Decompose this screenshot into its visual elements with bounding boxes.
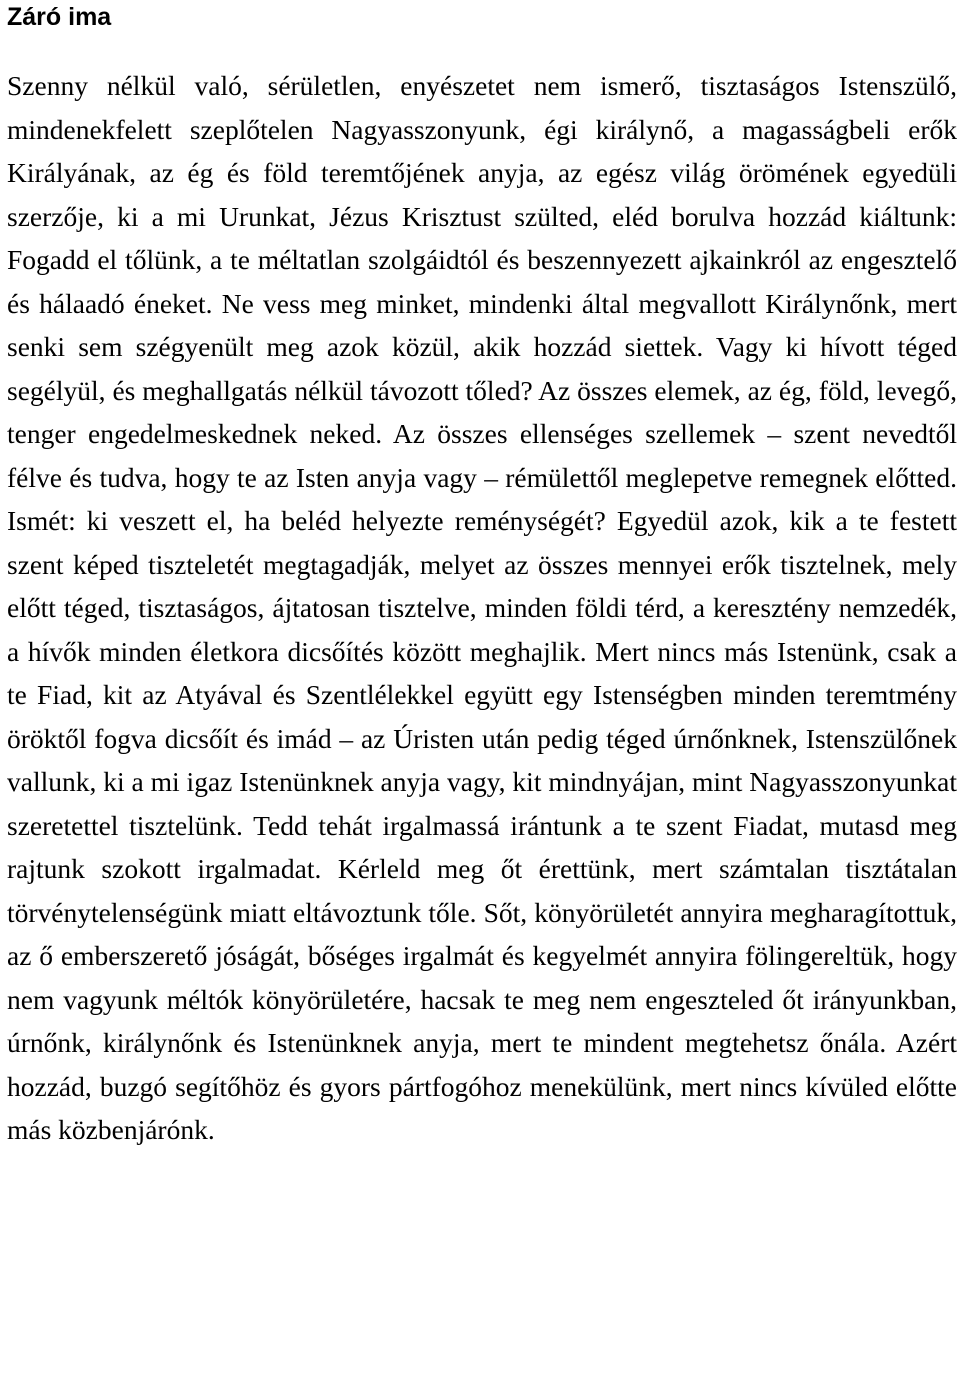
page-title: Záró ima — [7, 3, 112, 31]
document-page — [7, 0, 957, 1152]
prayer-paragraph: Szenny nélkül való, sérületlen, enyészetet nem ismerő, tisztaságos Istenszülő, mindenekfelett szeplőtelen Nagyasszonyunk, égi királynő, a magasságbeli erők Királyának, az ég és föld teremtőjének anyja, az egész világ örömének egyedüli szerzője, ki a mi Urunkat, Jézus Krisztust szülted, eléd borulva hozzád kiáltunk: Fogadd el tőlünk, a te méltatlan szolgáidtól és beszennyezett ajkainkról az engesztelő és hálaadó éneket. Ne vess meg minket, mindenki által megvallott Királynőnk, mert senki sem szégyenült meg azok közül, akik hozzád siettek. Vagy ki hívott téged segélyül, és meghallgatás nélkül távozott tőled? Az összes elemek, az ég, föld, levegő, tenger engedelmeskednek neked. Az összes ellenséges szellemek – szent nevedtől félve és tudva, hogy te az Isten anyja vagy – rémülettől meglepetve remegnek előtted. Ismét: ki veszett el, ha beléd helyezte reménységét? Egyedül azok, kik a te festett szent képed tiszteletét megtagadják, melyet az összes mennyei erők tisztelnek, mely előtt téged, tisztaságos, ájtatosan tisztelve, minden földi térd, a keresztény nemzedék, a hívők minden életkora dicsőítés között meghajlik. Mert nincs más Istenünk, csak a te Fiad, kit az Atyával és Szentlélekkel együtt egy Istenségben minden teremtmény öröktől fogva dicsőít és imád – az Úristen után pedig téged úrnőnknek, Istenszülőnek vallunk, ki a mi igaz Istenünknek anyja vagy, kit mindnyájan, mint Nagyasszonyunkat szeretettel tisztelünk. Tedd tehát irgalmassá irántunk a te szent Fiadat, mutasd meg rajtunk szokott irgalmadat. Kérleld meg őt érettünk, mert számtalan tisztátalan törvénytelenségünk miatt eltávoztunk tőle. Sőt, könyörületét annyira megharagítottuk, az ő emberszerető jóságát, bőséges irgalmát és kegyelmét annyira fölingereltük, hogy nem vagyunk méltók könyörületére, hacsak te meg nem engeszteled őt irányunkban, úrnőnk, királynőnk és Istenünknek anyja, mert te mindent megtehetsz őnála. Azért hozzád, buzgó segítőhöz és gyors pártfogóhoz menekülünk, mert nincs kívüled előtte más közbenjárónk. — [7, 70, 957, 1145]
